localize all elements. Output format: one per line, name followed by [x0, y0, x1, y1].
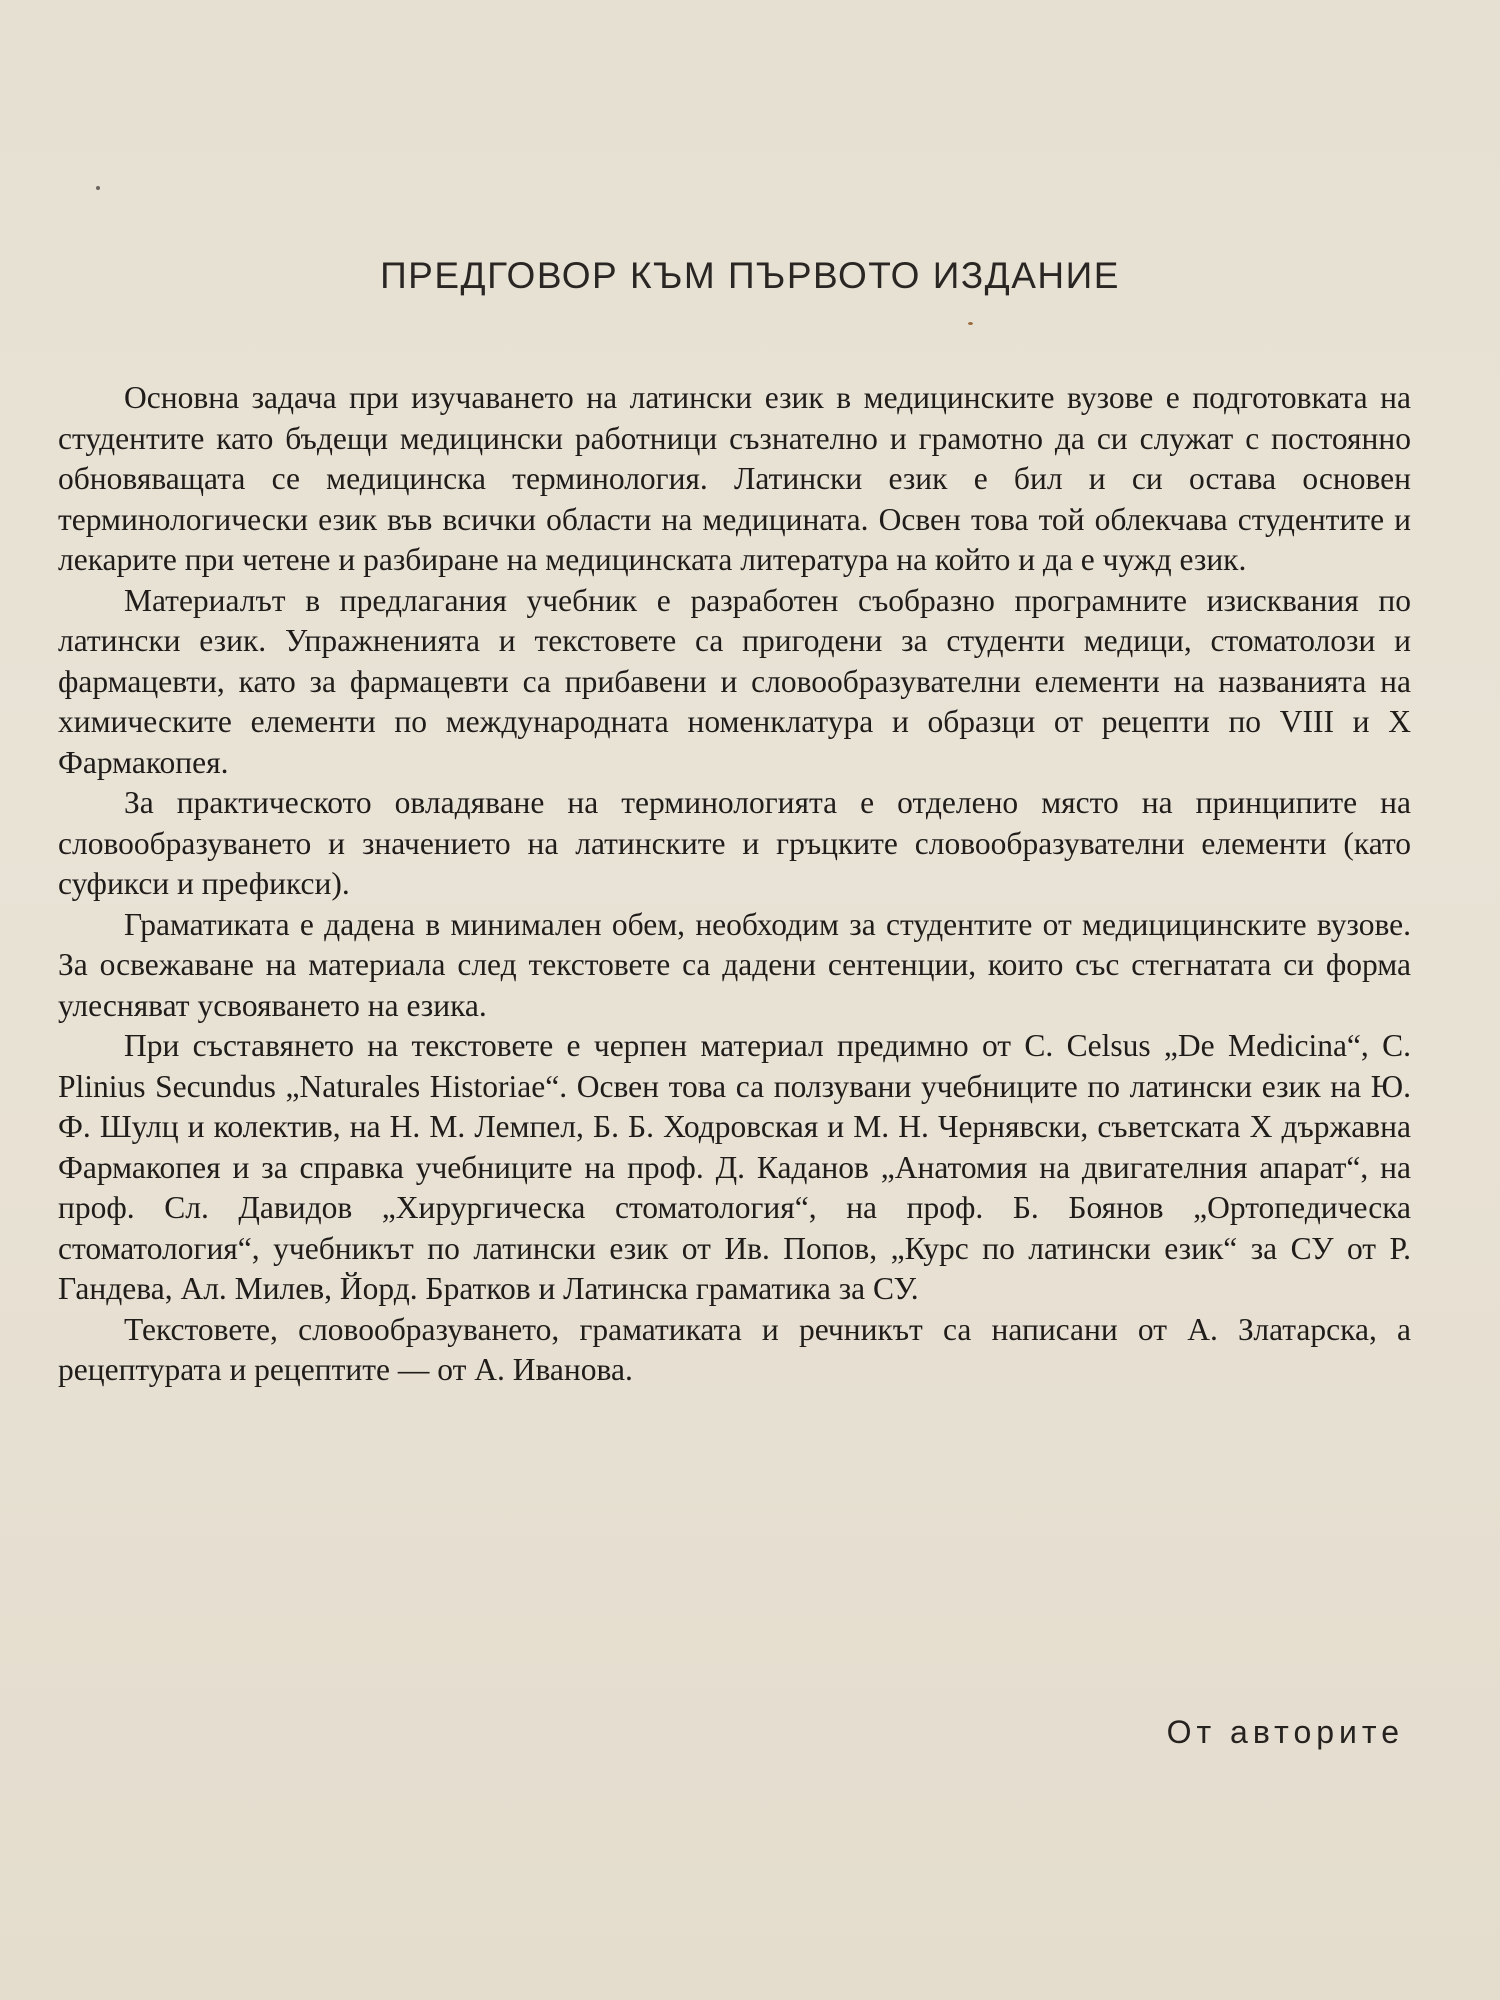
- page-title: ПРЕДГОВОР КЪМ ПЪРВОТО ИЗДАНИЕ: [380, 255, 1120, 296]
- paragraph: За практическото овладяване на терминологията е отделено място на принципите на словообразуването и значението на латинските и гръцките словообразувателни елементи (като суфикси и префикси).: [58, 785, 1411, 901]
- paragraph: Текстовете, словообразуването, граматиката и речникът са написани от А. Златарска, а рецептурата и рецептите — от А. Иванова.: [58, 1311, 1411, 1387]
- paragraph: Основна задача при изучаването на латински език в медицинските вузове е подготовката на студентите като бъдещи медицински работници съзнателно и грамотно да си служат с постоянно обновяващата се медицинска терминология. Латински език е бил и си остава основен терминологически език във всички области на медицината. Освен това той облекчава студентите и лекарите при четене и разбиране на медицинската литература на който и да е чужд език.: [58, 380, 1411, 577]
- paragraph: Граматиката е дадена в минимален обем, необходим за студентите от медицицинските вузове. За освежаване на материала след текстовете са дадени сентенции, които със стегнатата си форма улесняват усвояването на езика.: [58, 906, 1411, 1023]
- preface-body: [58, 378, 1411, 1391]
- paragraph: При съставянето на текстовете е черпен материал предимно от C. Celsus „De Medicina“, C. Plinius Secundus „Naturales Historiae“. Освен това са ползувани учебниците по латински език на Ю. Ф. Шулц и колектив, на Н. М. Лемпел, Б. Б. Ходровская и М. Н. Чернявски, съветската X държавна Фармакопея и за справка учебниците на проф. Д. Каданов „Анатомия на двигателния апарат“, на проф. Сл. Давидов „Хирургическа стоматология“, на проф. Б. Боянов „Ортопедическа стоматология“, учебникът по латински език от Ив. Попов, „Курс по латински език“ за СУ от Р. Гандева, Ал. Милев, Йорд. Братков и Латинска граматика за СУ.: [58, 1028, 1411, 1306]
- paper-speck: [96, 186, 100, 190]
- paragraph: Материалът в предлагания учебник е разработен съобразно програмните изисквания по латински език. Упражненията и текстовете са пригодени за студенти медици, стоматолози и фармацевти, като за фармацевти са прибавени и словообразувателни елементи на названията на химическите елементи по международната номенклатура и образци от рецепти по VIII и X Фармакопея.: [58, 582, 1411, 780]
- paper-speck: [968, 322, 973, 325]
- signature: От авторите: [1166, 1714, 1404, 1750]
